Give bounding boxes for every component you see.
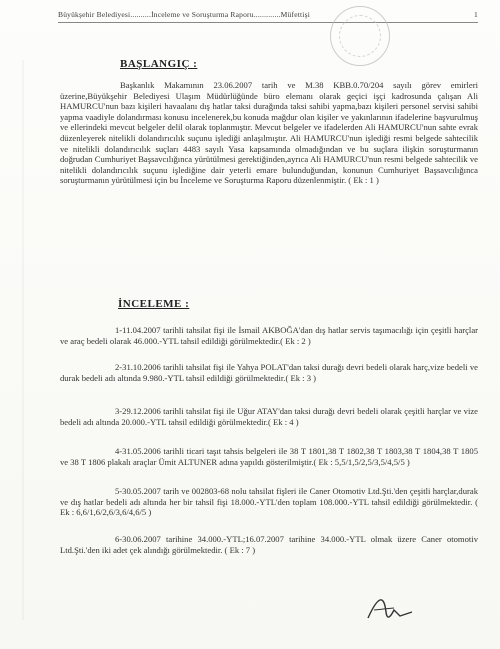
inceleme-item-4: 4-31.05.2006 tarihli ticari taşıt tahsis belgeleri ile 38 T 1801,38 T 1802,38 T 1803,38 T 1804,38 T 1805 ve 38 T 1806 plakalı araçlar Ümit ALTUNER adına yapıldı gösterilmiştir.( Ek : 5,5/1,5/2,5/3,5/4,5/5 ) — [60, 446, 478, 467]
header-rule — [58, 22, 478, 23]
official-stamp — [330, 6, 390, 66]
inceleme-item-5: 5-30.05.2007 tarih ve 002803-68 nolu tahsilat fişleri ile Caner Otomotiv Ltd.Şti.'den çeşitli harçlar,durak ve dış hatlar bedeli adı altında her bir tahsil fişi 18.000.-YTL'den toplam 108.000.-YTL tahsil edildiği görülmektedir. ( Ek : 6,6/1,6/2,6/3,6/4,6/5 ) — [60, 486, 478, 518]
inceleme-item-2: 2-31.10.2006 tarihli tahsilat fişi ile Yahya POLAT'dan taksi durağı devri bedeli olarak harç,vize bedeli ve durak bedeli adı altında 9.980.-YTL tahsil edildiği görülmektedir.( Ek : 3 ) — [60, 362, 478, 383]
header-text: Büyükşehir Belediyesi..........İnceleme ve Soruşturma Raporu.............Müfettişi — [58, 10, 310, 19]
inceleme-item-6: 6-30.06.2007 tarihine 34.000.-YTL;16.07.2007 tarihine 34.000.-YTL olmak üzere Caner otomotiv Ltd.Şti.'den iki adet çek alındığı görülmektedir. ( Ek : 7 ) — [60, 534, 478, 555]
inceleme-item-1: 1-11.04.2007 tarihli tahsilat fişi ile İsmail AKBOĞA'dan dış hatlar servis taşımacılığı için çeşitli harçlar ve araç bedeli olarak 46.000.-YTL tahsil edildiği görülmektedir.( Ek : 2 ) — [60, 325, 478, 346]
inceleme-item-3: 3-29.12.2006 tarihli tahsilat fişi ile Uğur ATAY'dan taksi durağı devri bedeli olarak çeşitli harçlar ve vize bedeli adı altında 20.000.-YTL tahsil edildiği görülmektedir.( Ek : 4 ) — [60, 406, 478, 427]
section-title-inceleme: İNCELEME : — [118, 298, 190, 310]
page-header — [58, 10, 478, 19]
signature-mark — [360, 588, 420, 628]
section-title-baslangic: BAŞLANGIÇ : — [120, 58, 198, 70]
page-number: 1 — [474, 10, 478, 19]
margin-shadow — [22, 60, 24, 620]
intro-paragraph: Başkanlık Makamının 23.06.2007 tarih ve M.38 KBB.0.70/204 sayılı görev emirleri üzerine,Büyükşehir Belediyesi Ulaşım Müdürlüğünde büro elemanı olarak geçici işçi kadrosunda çalışan Ali HAMURCU'nun bazı kişileri havaalanı dış hatlar taksi durağında taksi sahibi yapma,bazı kişileri personel servisi sahibi yapma vaadiyle dolandırması konusu incelenerek,bu konuda mağdur olan kişiler ve yakınlarının ifadelerine başvurulmuş ve ellerindeki mevcut belgeler delil olarak toplanmıştır. Mevcut belgeler ve ifadelerden Ali HAMURCU'nun sahte evrak düzenleyerek nitelikli dolandırıcılık suçunu işlediği anlaşılmıştır. Ali HAMURCU'nun işlediği resmi belgede sahtecilik ve nitelikli dolandırıcılık suçları 4483 sayılı Yasa kapsamında olmadığından ve bu suçlara ilişkin soruşturmanın doğrudan Cumhuriyet Başsavcılığınca yürütülmesi gerektiğinden,ayrıca Ali HAMURCU'nun resmi belgede sahtecilik ve nitelikli dolandırıcılık suçunu işlediğine dair yeterli emare bulunduğundan, konunun Cumhuriyet Başsavcılığınca soruşturmanın yürütülmesi için bu İnceleme ve Soruşturma Raporu düzenlenmiştir. ( Ek : 1 ) — [60, 80, 478, 186]
